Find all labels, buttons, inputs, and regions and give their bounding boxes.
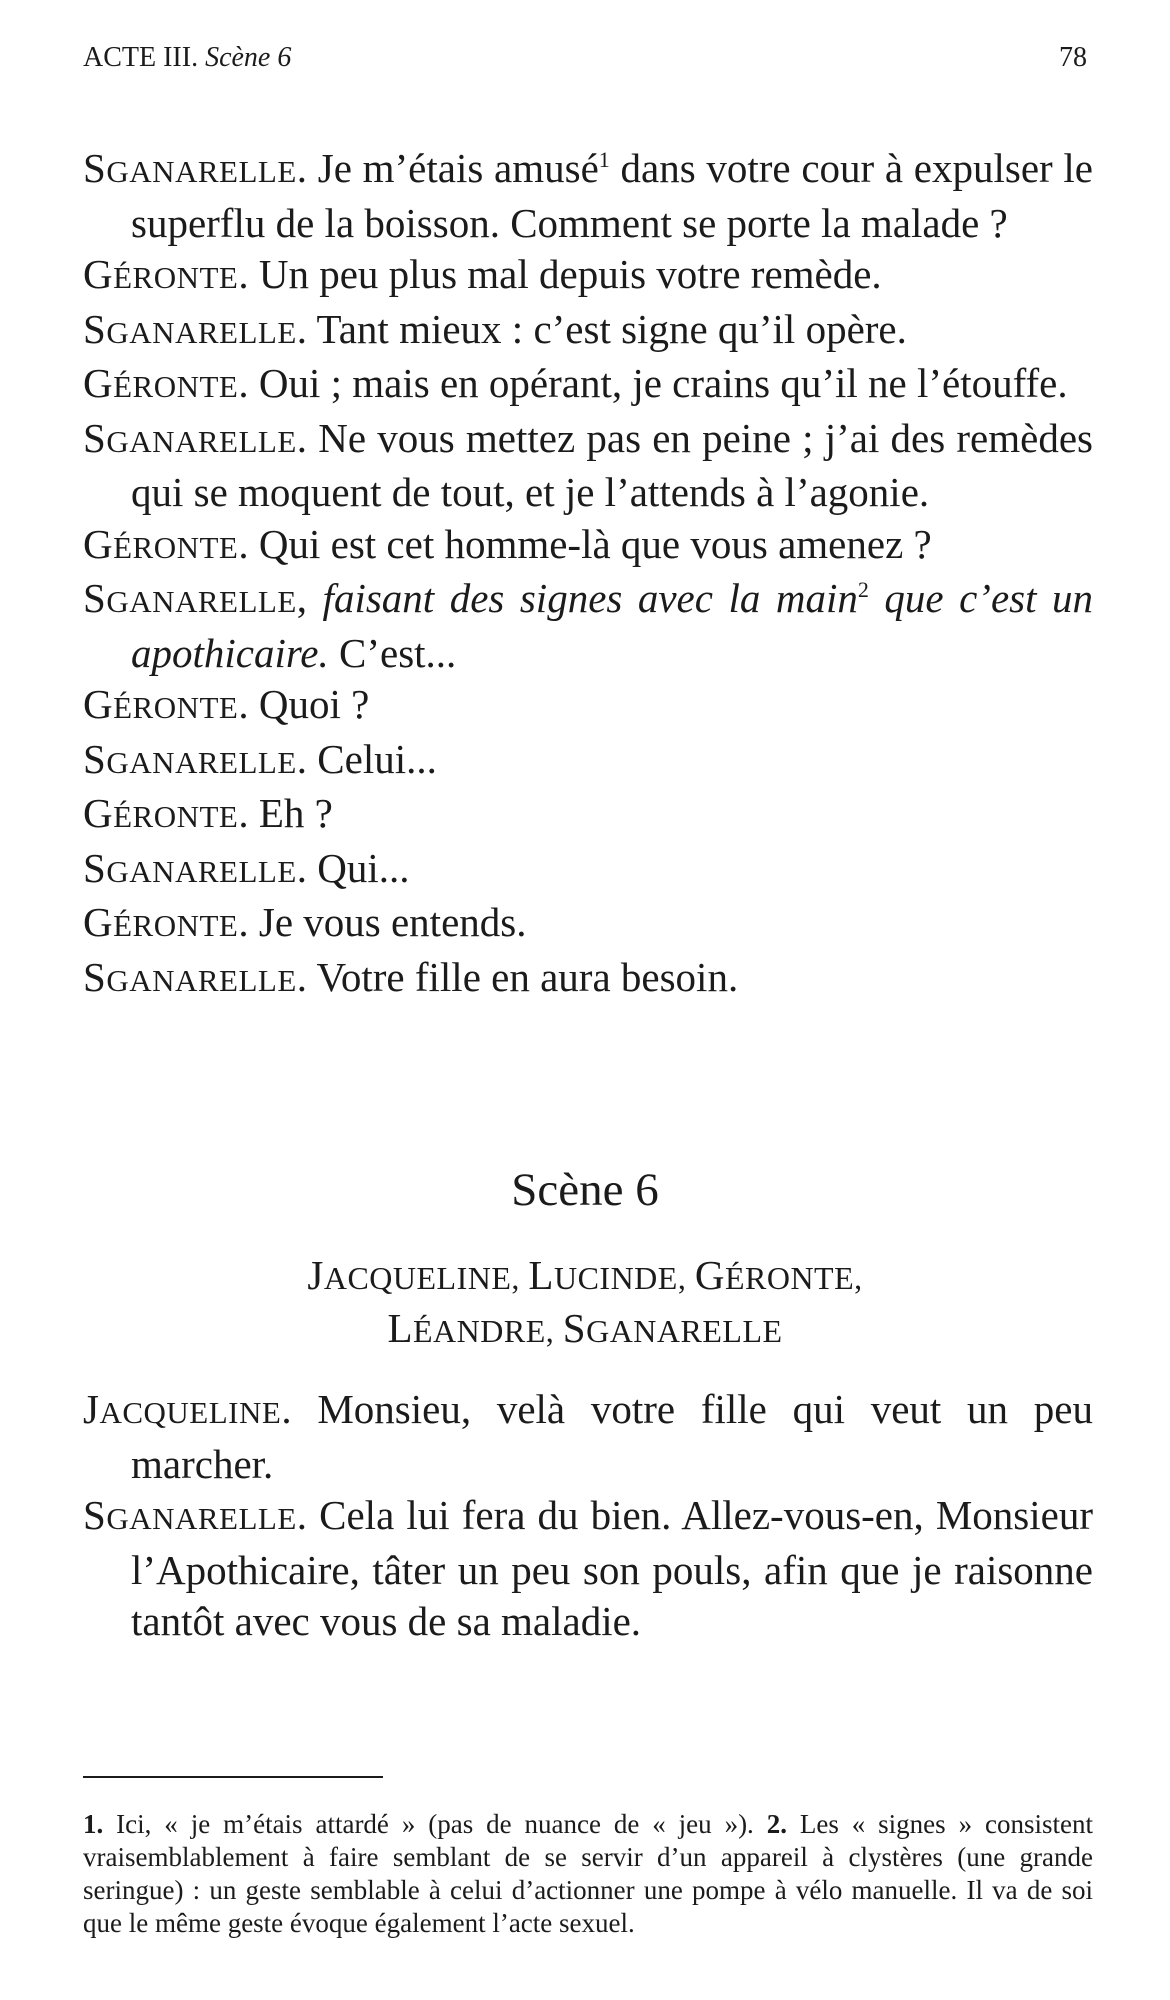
stage-direction: que c’est un apothicaire.: [131, 575, 1093, 676]
dialogue-text: Un peu plus mal depuis votre remède.: [248, 251, 882, 297]
dialogue-line: GÉRONTE. Je vous entends.: [83, 899, 527, 945]
footnote-ref: 2: [857, 577, 869, 602]
page-number: 78: [1059, 42, 1087, 73]
cast-name: ACQUELINE: [323, 1260, 512, 1296]
cast-line: LÉANDRE, SGANARELLE: [387, 1305, 783, 1351]
speaker-name: GÉRONTE: [83, 520, 239, 567]
dialogue-line: SGANARELLE. Je m’étais amusé$^1$ dans votre cour à expulser le superflu de la boisson. Comment se porte la malade ?: [83, 145, 1094, 246]
dialogue-line: SGANARELLE. Ne vous mettez pas en peine ; j’ai des remèdes qui se moquent de tout, et je l’attends à l’agonie.: [83, 414, 1093, 515]
dialogue-line: JACQUELINE. Monsieu, velà votre fille qui veut un peu marcher.: [83, 1386, 1093, 1487]
header-act-scene: [83, 38, 291, 78]
dialogue-text: Eh ?: [248, 790, 333, 836]
dialogue-line: SGANARELLE. Tant mieux : c’est signe qu’il opère.: [83, 305, 907, 352]
stage-direction: faisant des signes avec la main: [307, 575, 858, 621]
dialogue-text: dans votre cour à expulser le superflu de la boisson. Comment se porte la malade ?: [131, 145, 1094, 246]
dialogue-text: C’est...: [328, 629, 457, 676]
dialogue-line: SGANARELLE, faisant des signes avec la main$^2$ que c’est un apothicaire. C’est...: [83, 575, 1093, 676]
dialogue-line: SGANARELLE. Votre fille en aura besoin.: [83, 953, 739, 1000]
cast-line: JACQUELINE, LUCINDE, GÉRONTE,: [307, 1252, 863, 1298]
footnote-ref: 1: [598, 147, 610, 172]
speaker-name: GÉRONTE: [83, 899, 239, 945]
dialogue-line: GÉRONTE. Un peu plus mal depuis votre remède.: [83, 251, 882, 297]
dialogue-line: GÉRONTE. Eh ?: [83, 790, 333, 836]
speaker-name: SGANARELLE: [83, 414, 297, 461]
footnote-number: 1.: [83, 1809, 104, 1839]
dialogue-text: Monsieu, velà votre fille qui veut un peu marcher.: [131, 1386, 1093, 1487]
speaker-name: SGANARELLE: [83, 575, 297, 621]
running-header: [83, 38, 1087, 78]
dialogue-line: SGANARELLE. Cela lui fera du bien. Allez-vous-en, Monsieur l’Apothicaire, tâter un peu son pouls, afin que je raisonne tantôt avec vous de sa maladie.: [83, 1492, 1093, 1644]
cast-name: ÉRONTE: [724, 1260, 855, 1296]
speaker-name: GÉRONTE: [83, 360, 239, 406]
speaker-name: SGANARELLE: [83, 844, 297, 891]
speaker-name: SGANARELLE: [83, 735, 297, 782]
footnotes: [83, 1808, 1093, 1940]
speaker-name: SGANARELLE: [83, 305, 297, 352]
dialogue-text: Votre fille en aura besoin.: [307, 953, 739, 1000]
footnote-text: Les « signes » consistent vraisemblablement à faire semblant de se servir d’un appareil à clystères (une grande seringue) : un geste semblable à celui d’actionner une pompe à vélo manuelle. Il va de soi que le même geste évoque également l’acte sexuel.: [83, 1809, 1093, 1938]
footnote-text: Ici, « je m’étais attardé » (pas de nuance de « jeu »).: [103, 1809, 767, 1839]
dialogue-text: Cela lui fera du bien. Allez-vous-en, Monsieur l’Apothicaire, tâter un peu son pouls, afin que je raisonne tantôt avec vous de sa maladie.: [131, 1492, 1093, 1644]
cast-name: GANARELLE: [586, 1313, 783, 1349]
dialogue-text: Quoi ?: [248, 681, 370, 727]
dialogue-text: Je m’étais amusé: [307, 145, 599, 191]
footnote-divider: [83, 1776, 383, 1778]
header-act: ACTE III.: [83, 42, 199, 73]
dialogue-text: Je vous entends.: [248, 899, 527, 945]
dialogue-line: GÉRONTE. Qui est cet homme-là que vous amenez ?: [83, 520, 932, 567]
speaker-name: SGANARELLE: [83, 1492, 297, 1538]
scene-heading: Scène 6: [511, 1164, 659, 1216]
dialogue-block-scene-6: [83, 1384, 1093, 1648]
dialogue-text: Qui...: [307, 844, 410, 891]
dialogue-text: Tant mieux : c’est signe qu’il opère.: [307, 305, 907, 352]
dialogue-text: Celui...: [307, 735, 437, 782]
dialogue-text: Qui est cet homme-là que vous amenez ?: [248, 520, 932, 567]
dialogue-text: Oui ; mais en opérant, je crains qu’il ne l’étouffe.: [248, 360, 1068, 406]
footnote-number: 2.: [766, 1809, 787, 1839]
speaker-name: GÉRONTE: [83, 790, 239, 836]
dialogue-line: SGANARELLE. Qui...: [83, 844, 410, 891]
speaker-name: SGANARELLE: [83, 953, 297, 1000]
speaker-name: SGANARELLE: [83, 145, 297, 191]
speaker-name: JACQUELINE: [83, 1386, 282, 1432]
dialogue-text: Ne vous mettez pas en peine ; j’ai des remèdes qui se moquent de tout, et je l’attends à l’agonie.: [131, 414, 1093, 515]
dialogue-line: GÉRONTE. Oui ; mais en opérant, je crains qu’il ne l’étouffe.: [83, 360, 1068, 406]
dialogue-line: SGANARELLE. Celui...: [83, 735, 437, 782]
speaker-name: GÉRONTE: [83, 681, 239, 727]
cast-name: UCINDE: [553, 1260, 678, 1296]
cast-list: [0, 1250, 1170, 1356]
dialogue-block-scene-5: [83, 143, 1093, 1006]
header-scene: Scène 6: [205, 42, 292, 73]
dialogue-line: GÉRONTE. Quoi ?: [83, 681, 370, 727]
cast-name: ÉANDRE: [413, 1313, 546, 1349]
speaker-name: GÉRONTE: [83, 251, 239, 297]
